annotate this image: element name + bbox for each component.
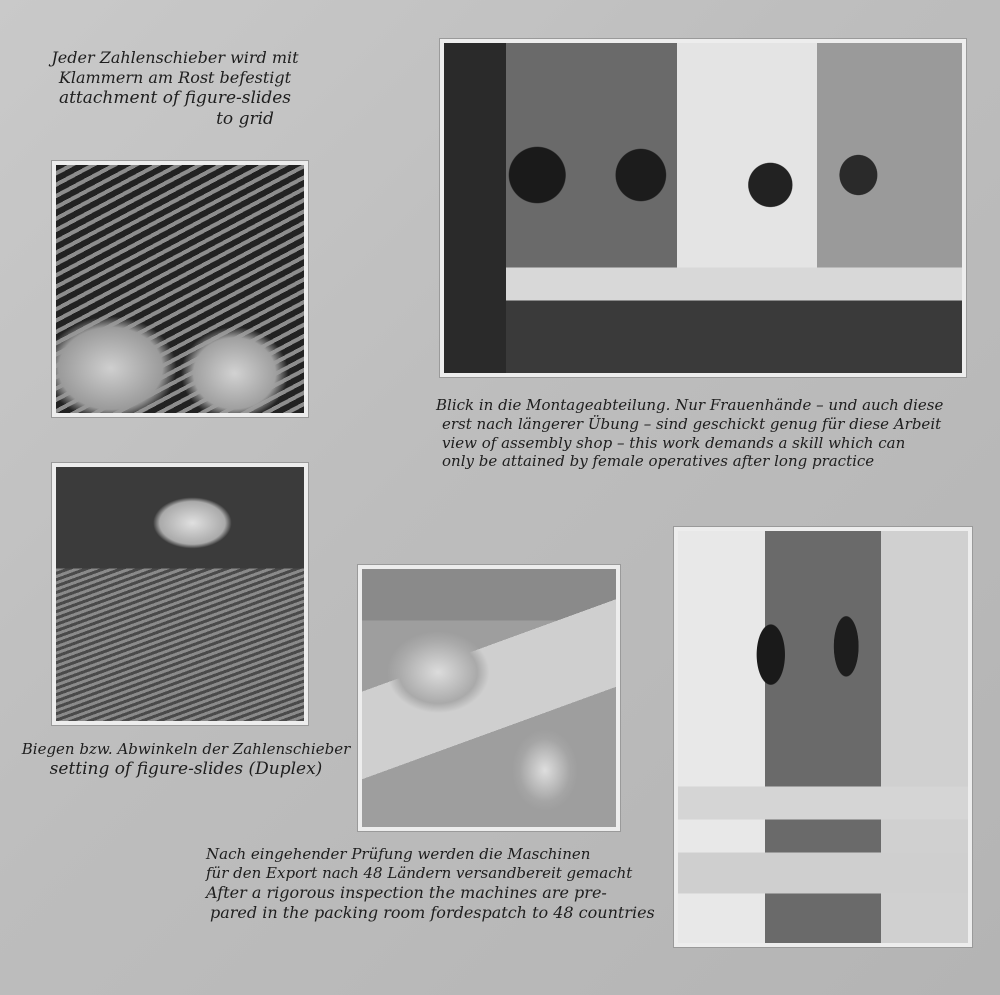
photo-setting-figure-slides <box>52 463 308 725</box>
caption-grid-de-2: Klammern am Rost befestigt <box>58 68 292 87</box>
caption-setting-en: setting of figure-slides (Duplex) <box>49 758 323 779</box>
photo-inspection <box>358 565 620 831</box>
caption-packing-de-1: Nach eingehender Prüfung werden die Maschinen <box>206 845 591 863</box>
caption-grid-en-2: to grid <box>216 109 274 130</box>
photo-packing-image <box>678 531 968 943</box>
caption-packing-en-2: pared in the packing room fordespatch to 48 countries <box>210 902 655 922</box>
photo-grid-image <box>56 165 304 413</box>
caption-shop-de-2: erst nach längerer Übung – sind geschickt genug für diese Arbeit <box>442 414 942 433</box>
caption-packing-en-1: After a rigorous inspection the machines are pre- <box>206 882 607 902</box>
caption-shop-de-1: Blick in die Montageabteilung. Nur Frauenhände – und auch diese <box>436 396 944 414</box>
photo-assembly-shop <box>440 39 966 377</box>
photo-packing-room <box>674 527 972 947</box>
caption-shop-en-2: only be attained by female operatives after long practice <box>442 452 875 471</box>
caption-setting-de: Biegen bzw. Abwinkeln der Zahlenschieber <box>21 740 351 758</box>
caption-grid-de-1: Jeder Zahlenschieber wird mit <box>51 48 299 67</box>
caption-shop <box>436 396 976 471</box>
caption-setting <box>16 740 356 780</box>
caption-grid-en-1: attachment of figure-slides <box>58 88 292 108</box>
photo-setting-image <box>56 467 304 721</box>
caption-shop-en-1: view of assembly shop – this work demands a skill which can <box>442 433 906 452</box>
caption-grid <box>50 48 300 131</box>
photo-shop-image <box>444 43 962 373</box>
photo-inspect-image <box>362 569 616 827</box>
caption-packing <box>206 845 672 923</box>
caption-packing-de-2: für den Export nach 48 Ländern versandbereit gemacht <box>206 863 633 882</box>
photo-figure-slides-grid <box>52 161 308 417</box>
